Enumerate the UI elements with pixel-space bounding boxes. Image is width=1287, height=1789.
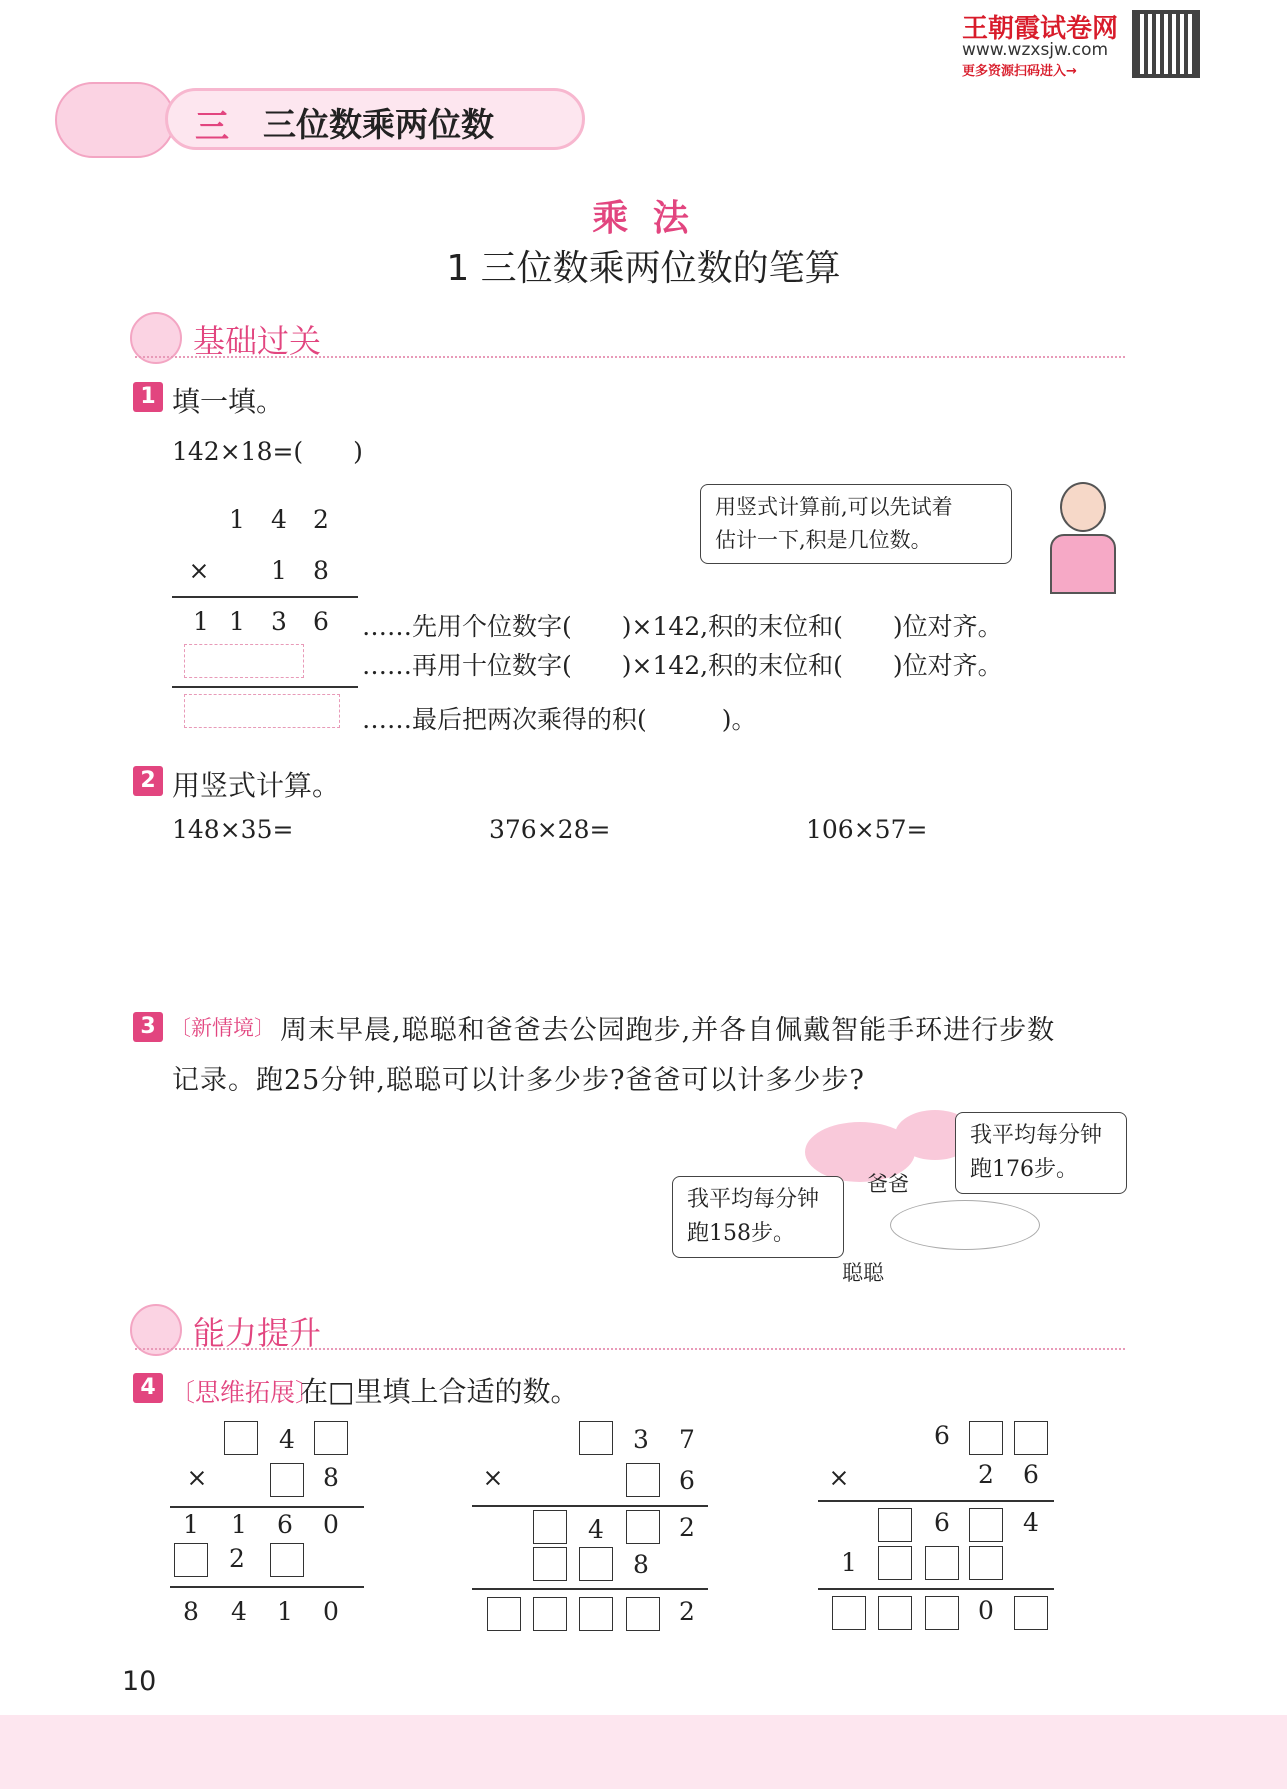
q1-expression: 142×18=( ): [172, 437, 363, 466]
teacher-speech-bubble: 用竖式计算前,可以先试着 估计一下,积是几位数。: [700, 484, 1012, 564]
digit: 4: [588, 1515, 604, 1544]
q1-partial-digit: 6: [313, 607, 329, 636]
q2-item: 148×35=: [172, 815, 294, 844]
digit-box[interactable]: [533, 1597, 567, 1631]
digit: 0: [978, 1596, 994, 1625]
digit: 8: [183, 1597, 199, 1626]
digit: 3: [633, 1425, 649, 1454]
digit-box[interactable]: [579, 1547, 613, 1581]
digit: 1: [183, 1510, 199, 1539]
digit: 1: [841, 1548, 857, 1577]
brand-logo: 王朝霞试卷网: [962, 14, 1119, 44]
digit: 0: [323, 1510, 339, 1539]
q3-number: 3: [133, 1012, 163, 1042]
section-divider: [135, 1344, 1125, 1350]
q1-answer-box[interactable]: [184, 694, 340, 728]
digit-box[interactable]: [626, 1463, 660, 1497]
digit: 6: [1023, 1460, 1039, 1489]
digit-box[interactable]: [1014, 1596, 1048, 1630]
digit-box[interactable]: [533, 1510, 567, 1544]
q1-step1: ……先用个位数字( )×142,积的末位和( )位对齐。: [362, 612, 1003, 641]
digit: 6: [277, 1510, 293, 1539]
times: ×: [186, 1463, 208, 1492]
digit: 2: [679, 1513, 695, 1542]
q1-line: [172, 596, 358, 598]
digit: 6: [934, 1508, 950, 1537]
digit: 2: [978, 1460, 994, 1489]
digit-box[interactable]: [925, 1546, 959, 1580]
digit: 2: [229, 1544, 245, 1573]
digit-box[interactable]: [626, 1510, 660, 1544]
q1-line: [172, 686, 358, 688]
digit: 4: [279, 1425, 295, 1454]
digit: 8: [323, 1463, 339, 1492]
q1-top-digit: 4: [271, 505, 287, 534]
digit-box[interactable]: [969, 1508, 1003, 1542]
lesson-category: 乘 法: [592, 198, 695, 239]
digit-box[interactable]: [1014, 1421, 1048, 1455]
q1-mult-digit: 1: [271, 556, 287, 585]
digit-box[interactable]: [969, 1421, 1003, 1455]
lesson-title: 1 三位数乘两位数的笔算: [446, 248, 841, 289]
digit: 2: [679, 1597, 695, 1626]
qr-code: [1132, 10, 1200, 78]
digit-box[interactable]: [878, 1508, 912, 1542]
digit-box[interactable]: [925, 1596, 959, 1630]
digit-box[interactable]: [626, 1597, 660, 1631]
q1-step2: ……再用十位数字( )×142,积的末位和( )位对齐。: [362, 651, 1003, 680]
q4-tag: 〔思维拓展〕: [170, 1378, 321, 1407]
unit-number: 三: [195, 107, 229, 147]
digit-box[interactable]: [878, 1596, 912, 1630]
q1-step3: ……最后把两次乘得的积( )。: [362, 705, 757, 734]
teacher-illustration: [1040, 478, 1125, 596]
line: [472, 1505, 708, 1507]
digit-box[interactable]: [224, 1421, 258, 1455]
digit-box[interactable]: [969, 1546, 1003, 1580]
section-basic: 基础过关: [193, 322, 322, 360]
dad-speech-bubble: 我平均每分钟 跑176步。: [955, 1112, 1127, 1194]
q1-partial-digit: 3: [271, 607, 287, 636]
unit-title: 三位数乘两位数: [263, 105, 494, 144]
digit-box[interactable]: [579, 1421, 613, 1455]
digit: 1: [231, 1510, 247, 1539]
dad-label: 爸爸: [867, 1172, 909, 1196]
digit: 8: [633, 1550, 649, 1579]
q1-top-digit: 1: [229, 505, 245, 534]
q4-title: 在□里填上合适的数。: [300, 1375, 579, 1408]
q1-answer-box[interactable]: [184, 644, 304, 678]
q3-tag: 〔新情境〕: [170, 1016, 275, 1040]
digit-box[interactable]: [487, 1597, 521, 1631]
brand-note: 更多资源扫码进入→: [962, 64, 1077, 79]
digit: 1: [277, 1597, 293, 1626]
kid-label: 聪聪: [842, 1261, 884, 1285]
mascot-icon: [55, 82, 175, 158]
footer-band: [0, 1715, 1287, 1789]
digit-box[interactable]: [878, 1546, 912, 1580]
q1-partial-digit: 1: [193, 607, 209, 636]
digit: 6: [679, 1466, 695, 1495]
digit: 4: [1023, 1508, 1039, 1537]
q1-top-digit: 2: [313, 505, 329, 534]
q3-text: 记录。跑25分钟,聪聪可以计多少步?爸爸可以计多少步?: [172, 1065, 865, 1096]
q4-number: 4: [133, 1373, 163, 1403]
digit: 4: [231, 1597, 247, 1626]
line: [170, 1586, 364, 1588]
digit-box[interactable]: [270, 1463, 304, 1497]
digit-box[interactable]: [174, 1543, 208, 1577]
digit-box[interactable]: [314, 1421, 348, 1455]
times: ×: [828, 1463, 850, 1492]
q2-title: 用竖式计算。: [172, 769, 341, 802]
line: [818, 1588, 1054, 1590]
q1-partial-digit: 1: [229, 607, 245, 636]
q1-mult-digit: 8: [313, 556, 329, 585]
times: ×: [482, 1463, 504, 1492]
line: [472, 1588, 708, 1590]
brand-url: www.wzxsjw.com: [962, 40, 1109, 60]
digit: 7: [679, 1425, 695, 1454]
section-advanced: 能力提升: [193, 1314, 322, 1352]
q1-number: 1: [133, 382, 163, 412]
digit-box[interactable]: [579, 1597, 613, 1631]
digit: 0: [323, 1597, 339, 1626]
q2-item: 376×28=: [489, 815, 611, 844]
line: [170, 1506, 364, 1508]
digit-box[interactable]: [533, 1547, 567, 1581]
q2-item: 106×57=: [806, 815, 928, 844]
q1-title: 填一填。: [172, 385, 285, 418]
q3-text: 周末早晨,聪聪和爸爸去公园跑步,并各自佩戴智能手环进行步数: [280, 1015, 1056, 1046]
unit-banner: [55, 82, 535, 158]
digit: 6: [934, 1421, 950, 1450]
digit-box[interactable]: [832, 1596, 866, 1630]
page-number: 10: [122, 1666, 157, 1697]
line: [818, 1500, 1054, 1502]
digit-box[interactable]: [270, 1543, 304, 1577]
q1-times: ×: [188, 556, 210, 585]
section-divider: [135, 352, 1125, 358]
q2-number: 2: [133, 766, 163, 796]
kid-speech-bubble: 我平均每分钟 跑158步。: [672, 1176, 844, 1258]
